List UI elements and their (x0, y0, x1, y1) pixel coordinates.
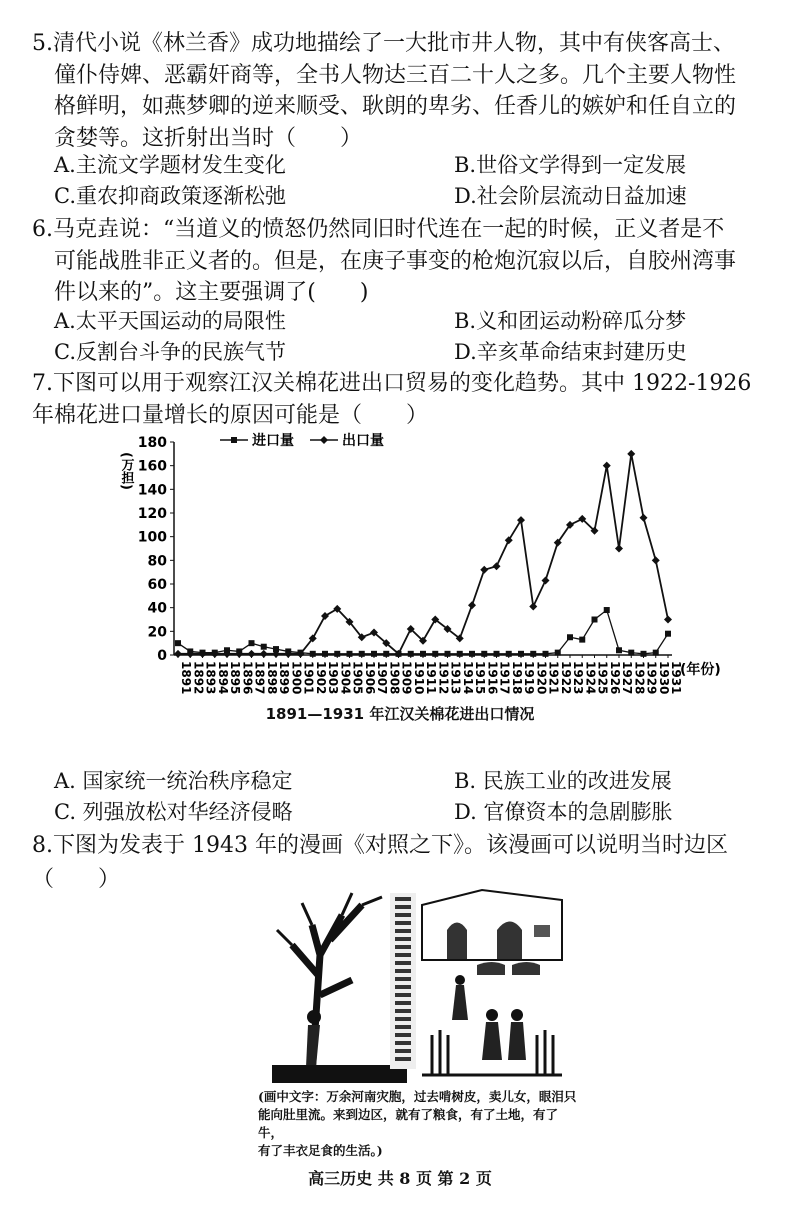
q5-line-1: 5.清代小说《林兰香》成功地描绘了一大批市井人物，其中有侠客高士、 (32, 31, 735, 56)
x-tick-label: 1913 (448, 661, 463, 695)
x-tick-label: 1911 (424, 661, 438, 695)
x-tick-label: 1930 (656, 661, 671, 695)
x-tick-label: 1904 (338, 661, 353, 695)
import-point (175, 640, 181, 646)
x-tick-label: 1928 (632, 661, 647, 695)
x-tick-label: 1910 (411, 661, 426, 695)
chart-caption: 1891—1931 年江汉关棉花进出口情况 (265, 705, 535, 723)
x-tick-label: 1903 (326, 661, 340, 695)
import-point (592, 617, 598, 623)
legend-import-label: 进口量 (252, 433, 294, 449)
x-tick-label: 1908 (387, 661, 402, 695)
page-footer: 高三历史 共 8 页 第 2 页 (308, 1169, 492, 1188)
y-axis-label: (万担) (118, 452, 134, 490)
import-point (432, 651, 438, 657)
x-tick-label: 1893 (203, 661, 218, 695)
q5-option-a[interactable]: A.主流文学题材发生变化 (54, 153, 286, 177)
legend-import-marker (231, 437, 237, 443)
export-point (517, 516, 525, 524)
x-tick-label: 1892 (191, 661, 206, 695)
y-tick-label: 80 (147, 553, 167, 570)
import-point (567, 634, 573, 640)
q8-line-1: 8.下图为发表于 1943 年的漫画《对照之下》。该漫画可以说明当时边区 (32, 833, 728, 858)
import-point (653, 650, 659, 656)
export-point (640, 514, 648, 522)
x-tick-label: 1918 (509, 661, 524, 695)
import-point (261, 644, 267, 650)
x-tick-label: 1899 (277, 661, 291, 695)
cartoon-caption-line-1: (画中文字：万余河南灾胞，过去啃树皮，卖儿女，眼泪只 (258, 1089, 577, 1104)
import-point (249, 640, 255, 646)
import-point (457, 651, 463, 657)
import-point (616, 647, 622, 653)
export-point (664, 616, 672, 624)
x-tick-label: 1920 (534, 661, 549, 695)
x-tick-label: 1931 (669, 661, 683, 695)
export-point (603, 462, 611, 470)
export-point (468, 601, 476, 609)
x-tick-label: 1921 (546, 661, 561, 695)
export-point (529, 602, 537, 610)
export-point (493, 562, 501, 570)
cartoon-text-column-icon (390, 893, 416, 1069)
q7-option-a[interactable]: A. 国家统一统治秩序稳定 (54, 769, 293, 793)
x-tick-label: 1914 (460, 661, 475, 695)
x-tick-label: 1898 (264, 661, 279, 695)
x-tick-label: 1923 (571, 661, 585, 695)
import-point (641, 651, 647, 657)
x-tick-label: 1901 (301, 661, 316, 695)
import-point (371, 651, 377, 657)
x-tick-label: 1927 (620, 661, 634, 695)
refugee-figure-icon (307, 1010, 321, 1024)
q5-line-4: 贪婪等。这折射出当时（ ） (54, 125, 363, 151)
import-point (481, 651, 487, 657)
export-point (615, 545, 623, 553)
y-tick-label: 40 (147, 600, 167, 617)
q7-option-c[interactable]: C. 列强放松对华经济侵略 (54, 800, 293, 824)
y-tick-label: 180 (137, 435, 167, 451)
q5-option-b[interactable]: B.世俗文学得到一定发展 (454, 153, 687, 177)
import-point (420, 651, 426, 657)
import-point (543, 651, 549, 657)
cotton-trade-chart (112, 430, 732, 740)
export-point (260, 650, 268, 658)
import-point (322, 651, 328, 657)
import-point (665, 631, 671, 637)
x-tick-label: 1896 (240, 661, 255, 695)
q7-line-1: 7.下图可以用于观察江汉关棉花进出口贸易的变化趋势。其中 1922-1926 (32, 371, 752, 396)
q6-options (54, 306, 774, 368)
question-6 (32, 214, 780, 309)
q6-option-d[interactable]: D.辛亥革命结束封建历史 (454, 340, 687, 364)
cartoon-caption-line-2: 能向肚里流。来到边区，就有了粮食，有了土地，有了牛， (258, 1107, 559, 1140)
import-point (445, 651, 451, 657)
x-tick-label: 1916 (485, 661, 500, 695)
cartoon-caption-line-3: 有了丰衣足食的生活。) (258, 1143, 383, 1158)
question-5 (32, 28, 780, 154)
question-7 (32, 368, 780, 431)
x-tick-label: 1906 (362, 661, 377, 695)
question-8 (32, 830, 780, 862)
import-point (518, 651, 524, 657)
q7-line-2: 年棉花进口量增长的原因可能是（ ） (32, 402, 429, 428)
q7-options (54, 766, 774, 828)
q6-option-c[interactable]: C.反割台斗争的民族气节 (54, 340, 286, 364)
export-point (174, 650, 182, 658)
q6-line-1: 6.马克垚说：“当道义的愤怒仍然同旧时代连在一起的时候，正义者是不 (32, 217, 725, 242)
x-tick-label: 1902 (313, 661, 328, 695)
import-point (408, 651, 414, 657)
q5-options (54, 150, 774, 212)
import-point (604, 607, 610, 613)
q7-option-b[interactable]: B. 民族工业的改进发展 (454, 769, 672, 793)
x-tick-label: 1897 (252, 661, 267, 695)
x-tick-label: 1900 (289, 661, 304, 695)
q6-option-a[interactable]: A.太平天国运动的局限性 (54, 309, 286, 333)
import-point (579, 637, 585, 643)
legend-export-marker (320, 436, 328, 444)
y-tick-label: 100 (137, 529, 167, 546)
x-tick-label: 1926 (607, 661, 622, 695)
y-tick-label: 0 (157, 648, 167, 664)
q6-line-2: 可能战胜非正义者的。但是，在庚子事变的枪炮沉寂以后，自胶州湾事 (54, 248, 737, 274)
legend-export-label: 出口量 (342, 433, 384, 449)
chart-svg (112, 430, 732, 700)
q5-option-c[interactable]: C.重农抑商政策逐渐松弛 (54, 184, 286, 208)
import-point (383, 651, 389, 657)
x-axis-label: (年份) (680, 662, 721, 678)
x-tick-label: 1922 (558, 661, 573, 695)
export-point (321, 612, 329, 620)
import-point (494, 651, 500, 657)
cartoon-image (272, 885, 564, 1083)
x-tick-label: 1924 (583, 661, 598, 695)
y-tick-label: 160 (137, 458, 167, 475)
x-tick-label: 1929 (644, 661, 659, 695)
export-point (627, 450, 635, 458)
export-point (652, 556, 660, 564)
x-tick-label: 1912 (436, 661, 451, 695)
q5-line-3: 格鲜明，如燕梦卿的逆来顺受、耿朗的卑劣、任香儿的嫉妒和任自立的 (54, 94, 737, 119)
y-tick-label: 140 (137, 482, 167, 499)
import-point (334, 651, 340, 657)
x-tick-label: 1894 (215, 661, 230, 695)
x-tick-label: 1895 (228, 661, 242, 695)
import-point (469, 651, 475, 657)
x-tick-label: 1905 (350, 661, 365, 695)
series-line-export (178, 454, 668, 654)
x-tick-label: 1891 (179, 661, 193, 695)
q7-option-d[interactable]: D. 官僚资本的急剧膨胀 (454, 800, 673, 824)
import-point (628, 650, 634, 656)
x-tick-label: 1907 (375, 661, 389, 695)
y-tick-label: 60 (147, 577, 167, 593)
q5-option-d[interactable]: D.社会阶层流动日益加速 (454, 184, 687, 208)
x-tick-label: 1925 (595, 661, 610, 695)
export-point (542, 576, 550, 584)
import-point (530, 651, 536, 657)
q6-line-3: 件以来的”。这主要强调了( ) (54, 280, 369, 305)
x-tick-label: 1909 (399, 661, 414, 695)
y-tick-label: 20 (147, 624, 167, 641)
import-point (359, 651, 365, 657)
import-point (347, 651, 353, 657)
q6-option-b[interactable]: B.义和团运动粉碎瓜分梦 (454, 309, 687, 333)
x-tick-label: 1915 (473, 661, 487, 695)
export-point (505, 536, 513, 544)
y-tick-label: 120 (137, 506, 167, 522)
x-tick-label: 1917 (497, 661, 512, 695)
cartoon-caption (258, 1088, 578, 1160)
q8-answer-paren[interactable]: （ ） (32, 867, 121, 892)
import-point (555, 650, 561, 656)
import-point (506, 651, 512, 657)
x-tick-label: 1919 (522, 661, 536, 695)
q5-line-2: 僮仆侍婢、恶霸奸商等，全书人物达三百二十人之多。几个主要人物性 (54, 62, 737, 88)
export-point (480, 566, 488, 574)
export-point (248, 650, 256, 658)
import-point (310, 651, 316, 657)
